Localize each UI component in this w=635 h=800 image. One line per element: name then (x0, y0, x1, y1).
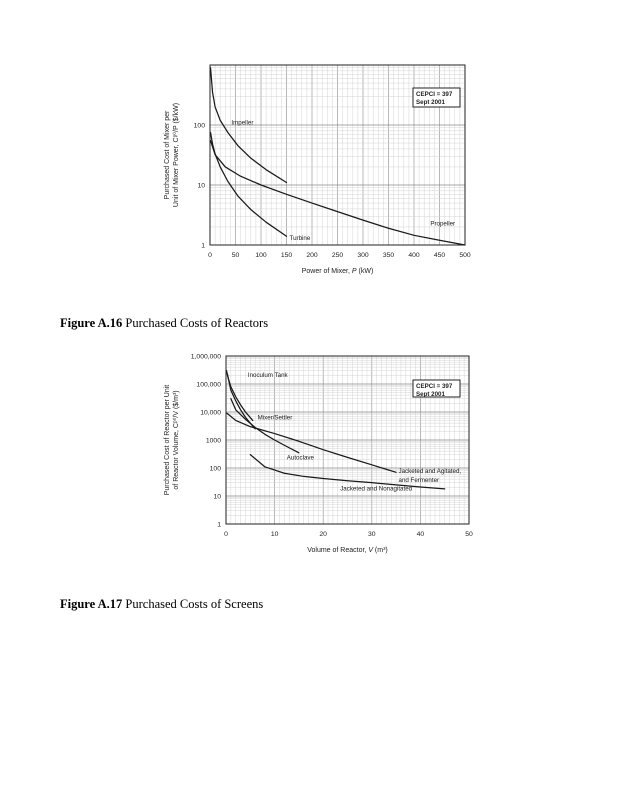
caption-figure-a17-title: Purchased Costs of Screens (125, 597, 264, 611)
y-tick-label: 1 (201, 242, 205, 250)
y-tick-label: 1000 (205, 437, 221, 445)
y-tick-label: 100 (209, 465, 221, 473)
curve-label: Turbine (289, 235, 311, 243)
x-tick-label: 40 (416, 531, 425, 538)
x-tick-label: 0 (208, 252, 212, 259)
mixer-x-axis-label: Power of Mixer, P (kW) (301, 268, 374, 275)
x-tick-label: 30 (368, 531, 376, 538)
y-tick-label: 100 (193, 122, 205, 130)
reactor-annotation-cepci: CEPCI = 397 (416, 383, 453, 390)
reactor-y-axis-label-line2: of Reactor Volume, Cᵖ⁰/V ($/m³) (173, 390, 180, 490)
mixer-y-axis-label-line2: Unit of Mixer Power, Cᵖ⁰/P ($/kW) (173, 102, 180, 208)
x-tick-label: 200 (306, 252, 318, 259)
reactor-cost-chart (160, 348, 480, 573)
x-tick-label: 10 (270, 531, 279, 538)
caption-figure-a17-number: Figure A.17 (60, 597, 123, 611)
x-tick-label: 350 (382, 252, 395, 259)
curve-label: and Fermenter (398, 476, 440, 484)
x-tick-label: 20 (319, 531, 327, 538)
curve-label: Propeller (430, 220, 456, 228)
mixer-chart-curve-labels (231, 119, 455, 242)
curve-label: Jacketed and Nonagitated (340, 485, 413, 493)
caption-figure-a16-title: Purchased Costs of Reactors (125, 316, 269, 330)
caption-figure-a16-number: Figure A.16 (60, 316, 123, 330)
caption-figure-a17 (60, 597, 263, 612)
curve-label: Inoculum Tank (247, 371, 288, 379)
reactor-x-axis-label: Volume of Reactor, V (m³) (307, 547, 388, 554)
y-tick-label: 10 (197, 182, 205, 190)
caption-figure-a16 (60, 316, 268, 331)
reactor-annotation-date: Sept 2001 (416, 391, 445, 398)
x-tick-label: 150 (280, 252, 293, 259)
y-tick-label: 10,000 (200, 409, 221, 417)
mixer-cost-chart (160, 55, 480, 285)
x-tick-label: 500 (459, 252, 471, 259)
mixer-annotation-date: Sept 2001 (416, 99, 445, 106)
reactor-y-axis-label-line1: Purchased Cost of Reactor per Unit (164, 384, 171, 496)
x-tick-label: 50 (231, 252, 240, 259)
x-tick-label: 300 (357, 252, 369, 259)
y-tick-label: 1 (217, 521, 221, 529)
curve-label: Mixer/Settler (257, 414, 293, 422)
x-tick-label: 250 (331, 252, 344, 259)
y-tick-label: 1,000,000 (190, 353, 221, 361)
y-tick-label: 10 (213, 493, 221, 501)
x-tick-label: 0 (224, 531, 228, 538)
reactor-chart-annotation (413, 380, 460, 398)
x-tick-label: 450 (433, 252, 446, 259)
mixer-y-axis-label-line1: Purchased Cost of Mixer per (164, 110, 171, 200)
series-line-turbine (211, 133, 287, 237)
x-tick-label: 50 (465, 531, 473, 538)
mixer-chart-annotation (413, 88, 460, 107)
curve-label: Jacketed and Agitated, (398, 468, 462, 476)
curve-label: Autoclave (286, 454, 314, 462)
mixer-annotation-cepci: CEPCI = 397 (416, 91, 453, 98)
x-tick-label: 400 (408, 252, 420, 259)
y-tick-label: 100,000 (196, 381, 221, 389)
curve-label: Impeller (231, 119, 254, 127)
x-tick-label: 100 (255, 252, 267, 259)
